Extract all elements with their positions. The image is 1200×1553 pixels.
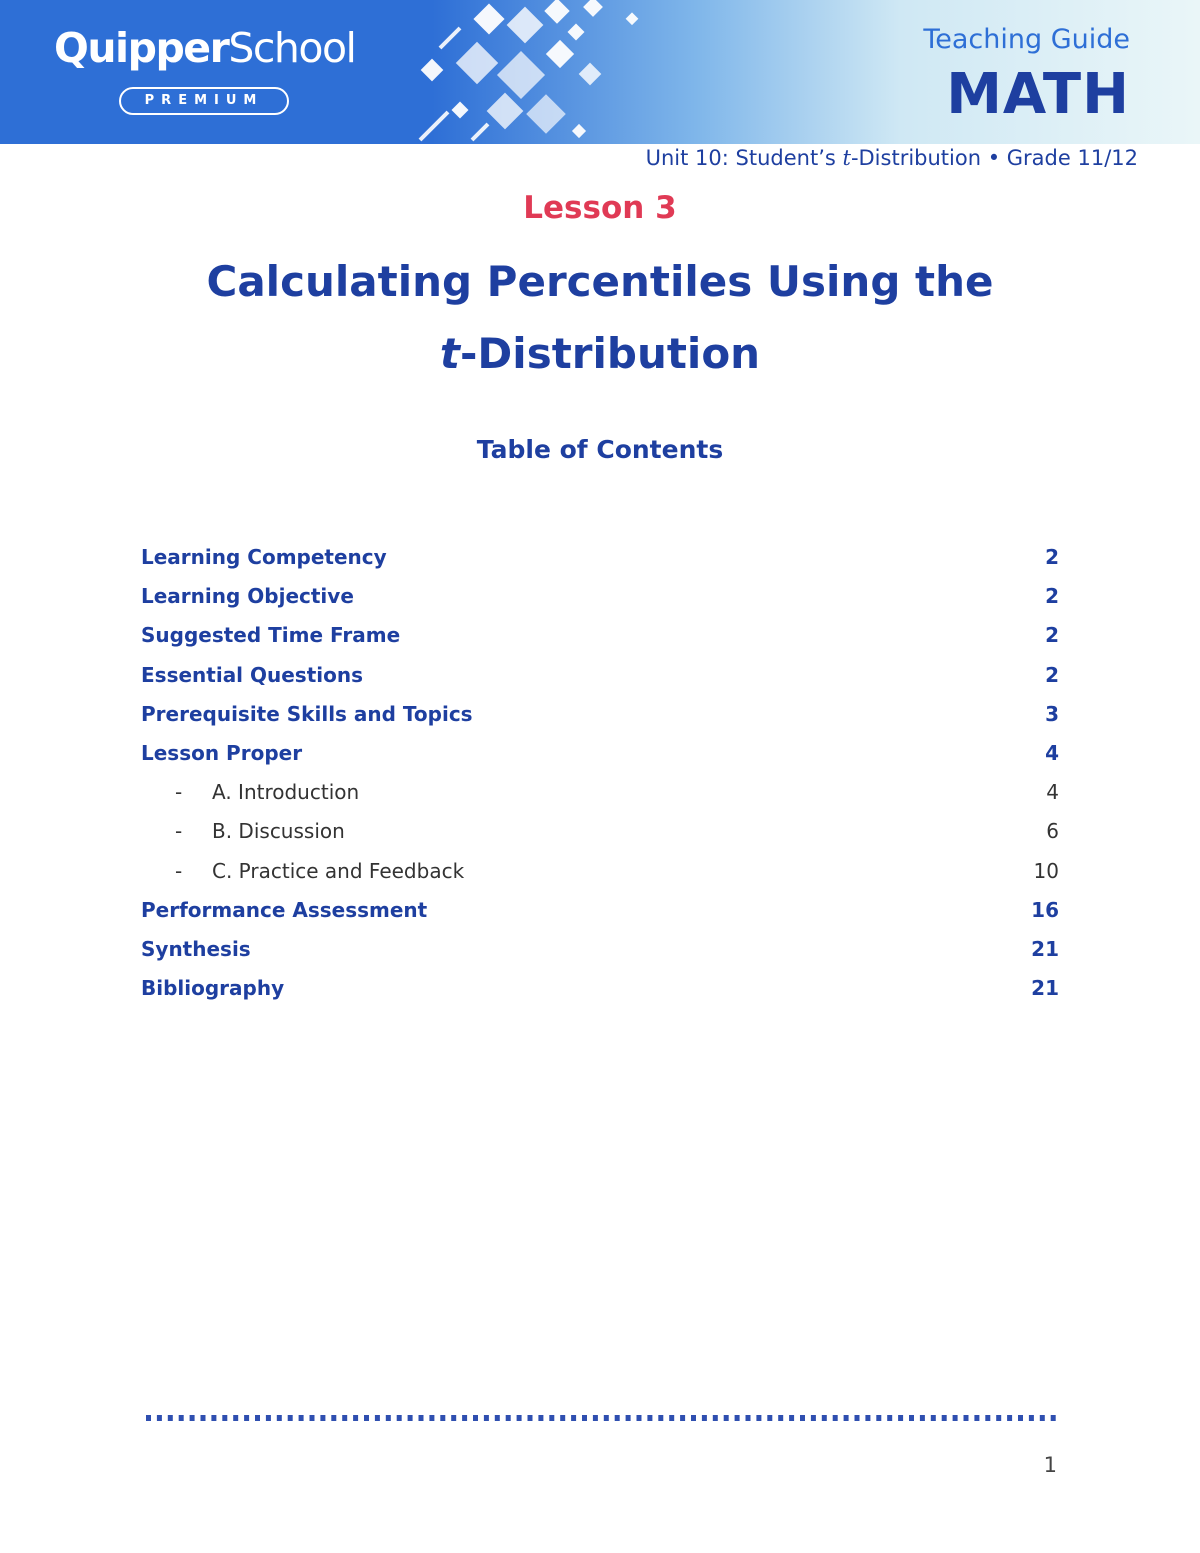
unit-grade-line: Unit 10: Student’s t-Distribution • Grade 11/12 bbox=[645, 146, 1138, 170]
toc-subitem[interactable]: - C. Practice and Feedback 10 bbox=[175, 858, 1059, 883]
toc-heading: Table of Contents bbox=[476, 435, 724, 464]
lesson-number: Lesson 3 bbox=[523, 190, 677, 226]
toc-subitem[interactable]: - B. Discussion 6 bbox=[175, 819, 1059, 844]
toc-item[interactable]: Suggested Time Frame 2 bbox=[141, 623, 1059, 648]
footer-dotted-divider bbox=[144, 1410, 1058, 1426]
toc-item[interactable]: Learning Objective 2 bbox=[141, 584, 1059, 609]
toc-item[interactable]: Learning Competency 2 bbox=[141, 545, 1059, 569]
table-of-contents bbox=[141, 538, 1059, 1008]
decorative-diamond-pattern bbox=[400, 0, 660, 144]
toc-item[interactable]: Performance Assessment 16 bbox=[141, 897, 1059, 922]
toc-item[interactable]: Essential Questions 2 bbox=[141, 662, 1059, 687]
lesson-title-line1: Calculating Percentiles Using the bbox=[206, 257, 994, 306]
toc-item[interactable]: Synthesis 21 bbox=[141, 936, 1059, 961]
lesson-title bbox=[0, 246, 1200, 390]
toc-item[interactable]: Prerequisite Skills and Topics 3 bbox=[141, 701, 1059, 726]
header-banner bbox=[0, 0, 1200, 144]
page-number: 1 bbox=[1043, 1453, 1057, 1477]
toc-item[interactable]: Lesson Proper 4 bbox=[141, 740, 1059, 765]
toc-subitem[interactable]: - A. Introduction 4 bbox=[175, 780, 1059, 805]
teaching-guide-label: Teaching Guide bbox=[923, 24, 1130, 55]
lesson-title-line2: t-Distribution bbox=[439, 329, 761, 378]
premium-badge: PREMIUM bbox=[119, 87, 289, 115]
subject-title: MATH bbox=[946, 62, 1130, 127]
toc-item[interactable]: Bibliography 21 bbox=[141, 976, 1059, 1001]
quipper-school-logo: QuipperSchool bbox=[54, 24, 356, 72]
